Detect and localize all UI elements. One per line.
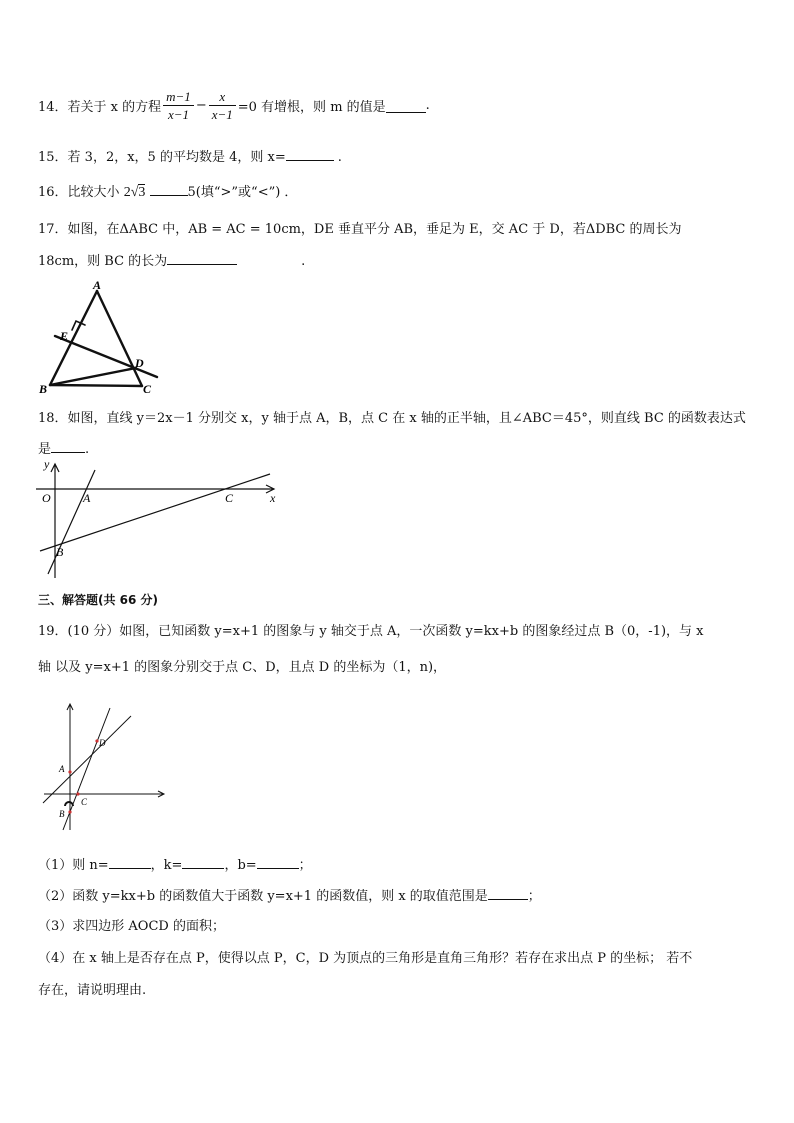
q14-fraction-2 [209, 88, 236, 123]
q15-end: . [337, 150, 342, 165]
q19-b-blank [257, 854, 299, 869]
q18-line2-text: 是 [38, 442, 52, 457]
label-a: A [59, 764, 65, 774]
q18-answer-blank [51, 438, 85, 453]
label-o: O [76, 794, 77, 795]
label-b: B [39, 382, 48, 395]
q14-frac2-denominator: x−1 [211, 107, 233, 122]
label-point-b: B [56, 545, 64, 559]
q19-sub-4-line-1: （4）在 x 轴上是否存在点 P，使得以点 P，C，D 为顶点的三角形是直角三角形？若存在求出点 P 的坐标； 若不 [38, 951, 693, 966]
q16-radical-coef: 2 [123, 185, 131, 200]
q15-text: 15．若 3，2，x，5 的平均数是 4，则 x= [38, 150, 286, 165]
label-point-a: A [83, 491, 91, 505]
q16-radical-sign: √ [130, 185, 139, 200]
point-b [68, 810, 71, 813]
label-a: A [93, 280, 102, 292]
label-b: B [59, 809, 65, 819]
question-18-line-1: 18．如图，直线 y＝2x－1 分别交 x，y 轴于点 A，B，点 C 在 x 轴的正半轴，且∠ABC＝45°，则直线 BC 的函数表达式 [38, 411, 746, 426]
point-c [76, 792, 79, 795]
q14-end: . [425, 98, 430, 113]
q17-triangle-figure [36, 280, 166, 395]
label-d: D [99, 738, 106, 748]
section-3-title: 三、解答题(共 66 分) [38, 593, 159, 607]
question-18-line-2 [38, 438, 89, 457]
question-19-line-2: 轴 以及 y=x+1 的图象分别交于点 C、D，且点 D 的坐标为（1，n)， [38, 660, 447, 675]
q14-frac1-denominator: x−1 [167, 107, 189, 122]
q19-coordinate-figure [38, 700, 173, 832]
q19-sub1-part-b: ，b= [224, 858, 257, 873]
q19-n-blank [109, 854, 151, 869]
q14-minus: − [195, 98, 207, 113]
label-origin: O [42, 491, 51, 505]
question-19-line-1: 19．(10 分）如图，已知函数 y=x+1 的图象与 y 轴交于点 A，一次函数 y=kx+b 的图象经过点 B（0，-1)，与 x [38, 624, 704, 639]
q18-end: . [85, 442, 90, 457]
q19-sub-1 [38, 854, 312, 873]
q19-sub2-end: ； [527, 889, 541, 904]
question-17-line-2 [38, 250, 305, 269]
line-bc [40, 474, 270, 551]
label-y-axis: y [44, 457, 50, 471]
q16-suffix: 5(填“>”或“<”) ． [187, 185, 298, 200]
q15-answer-blank [286, 146, 334, 161]
question-15 [38, 146, 342, 165]
q19-sub2-text: （2）函数 y=kx+b 的函数值大于函数 y=x+1 的函数值，则 x 的取值范围是 [38, 889, 488, 904]
question-14 [38, 88, 430, 123]
q19-range-blank [488, 885, 528, 900]
point-a [68, 770, 71, 773]
q17-end: . [301, 254, 306, 269]
label-d: D [135, 356, 144, 370]
q19-sub-2 [38, 885, 541, 904]
q17-line2-text: 18cm，则 BC 的长为 [38, 254, 168, 269]
question-16 [38, 181, 297, 201]
q19-sub1-end: ； [298, 858, 312, 873]
q14-answer-blank [386, 98, 426, 113]
label-point-c: C [225, 491, 234, 505]
q14-fraction-1 [163, 88, 194, 123]
q14-frac2-numerator: x [209, 88, 236, 106]
q16-prefix: 16．比较大小 [38, 185, 120, 200]
segment-bd [50, 368, 136, 385]
q14-suffix: =0 有增根，则 m 的值是 [237, 100, 386, 115]
q16-radicand: 3 [138, 185, 146, 200]
q19-sub-3: （3）求四边形 AOCD 的面积； [38, 919, 225, 934]
label-e: E [60, 329, 69, 343]
q18-coordinate-figure [36, 456, 286, 586]
q19-k-blank [182, 854, 224, 869]
q16-answer-blank [150, 181, 188, 196]
q16-radical [124, 184, 146, 200]
origin-marker [65, 802, 73, 806]
q14-prefix: 14．若关于 x 的方程 [38, 100, 162, 115]
q14-frac1-numerator: m−1 [163, 88, 194, 106]
q17-answer-blank [167, 250, 237, 265]
label-c: C [143, 382, 152, 395]
question-17-line-1: 17．如图，在ΔABC 中，AB = AC = 10cm，DE 垂直平分 AB，垂足为 E，交 AC 于 D，若ΔDBC 的周长为 [38, 222, 682, 237]
q19-sub-4-line-2: 存在，请说明理由. [38, 983, 147, 998]
line-y-equals-x-plus-1 [43, 716, 131, 803]
label-x-axis: x [270, 491, 276, 505]
q19-sub1-part-k: ，k= [150, 858, 183, 873]
q19-sub1-part-n: （1）则 n= [38, 858, 109, 873]
label-c: C [81, 797, 88, 807]
segment-bc [50, 385, 142, 386]
